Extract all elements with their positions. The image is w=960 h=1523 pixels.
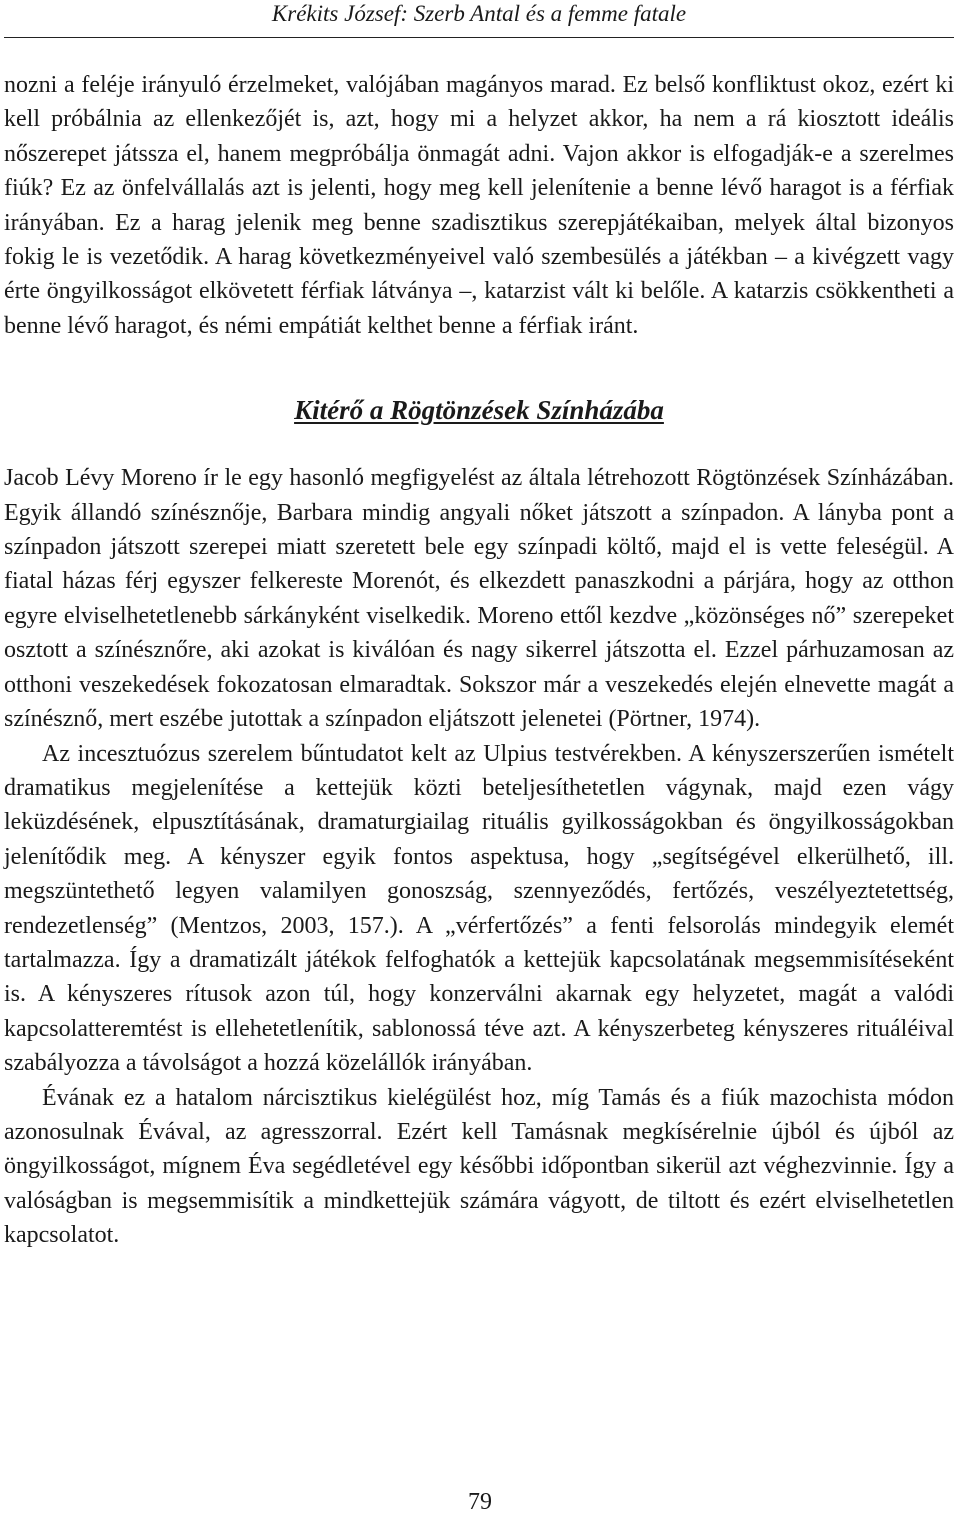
body-text	[4, 68, 954, 1253]
section-title: Kitérő a Rögtönzések Színházába	[294, 395, 664, 426]
paragraph: nozni a feléje irányuló érzelmeket, valójában magányos marad. Ez belső konfliktust okoz, ezért ki kell próbálnia az ellenkezőjét is, azt, hogy mi a helyzet akkor, ha nem a rá kiosztott ideális nőszerepet játssza el, hanem megpróbálja önmagát adni. Vajon akkor is elfogadják-e a szerelmes fiúk? Ez az önfelvállalás azt is jelenti, hogy meg kell jelenítenie a benne lévő haragot is a férfiak irányában. Ez a harag jelenik meg benne szadisztikus szerepjátékaiban, melyek által bizonyos fokig le is vezetődik. A harag következményeivel való szembesülés a játékban – a kivégzett vagy érte öngyilkosságot elkövetett férfiak látványa –, katarzist vált ki belőle. A katarzis csökkentheti a benne lévő haragot, és némi empátiát kelthet benne a férfiak iránt.	[4, 72, 954, 339]
paragraph: Az incesztuózus szerelem bűntudatot kelt az Ulpius testvérekben. A kényszerszerűen ismételt dramatikus megjelenítése a kettejük közti beteljesíthetetlen vágynak, majd ezen vágy leküzdésének, elpusztításának, dramaturgiailag rituális gyilkosságokban és öngyilkosságokban jelenítődik meg. A kényszer egyik fontos aspektusa, hogy „segítségével elkerülhető, ill. megszüntethető legyen valamilyen gonoszság, szennyeződés, fertőzés, veszélyeztetettség, rendezetlenség” (Mentzos, 2003, 157.). A „vérfertőzés” a fenti felsorolás mindegyik elemét tartalmazza. Így a dramatizált játékok felfoghatók a kettejük kapcsolatának megsemmisítéseként is. A kényszeres rítusok azon túl, hogy konzerválni akarnak egy helyzetet, magát a valódi kapcsolatteremtést is ellehetetlenítik, sablonossá téve azt. A kényszerbeteg kényszeres rituáléival szabályozza a távolságot a hozzá közelállók irányában.	[4, 740, 954, 1077]
page-number: 79	[468, 1489, 492, 1515]
running-header: Krékits József: Szerb Antal és a femme fatale	[271, 1, 687, 26]
paragraph: Jacob Lévy Moreno ír le egy hasonló megfigyelést az általa létrehozott Rögtönzések Színházában. Egyik állandó színésznője, Barbara mindig angyali nőket játszott a színpadon. A lányba pont a színpadon játszott szerepei miatt szeretett bele egy színpadi költő, majd el is vette feleségül. A fiatal házas férj egyszer felkereste Morenót, és elkezdett panaszkodni a párjára, hogy az otthon egyre elviselhetetlenebb sárkányként viselkedik. Moreno ettől kezdve „közönséges nő” szerepeket osztott a színésznőre, aki azokat is kiválóan és nagy sikerrel játszotta el. Ezzel párhuzamosan az otthoni veszekedések fokozatosan elmaradtak. Sokszor már a veszekedés elején elnevette magát a színésznő, mert eszébe jutottak a színpadon eljátszott jelenetei (Pörtner, 1974).	[4, 465, 954, 733]
header-rule	[4, 37, 954, 38]
paragraph: Évának ez a hatalom nárcisztikus kielégülést hoz, míg Tamás és a fiúk mazochista módon azonosulnak Évával, az agresszorral. Ezért kell Tamásnak megkísérelnie újból és újból az öngyilkosságot, mígnem Éva segédletével egy későbbi időpontban sikerül azt véghezvinnie. Így a valóságban is megsemmisítik a mindkettejük számára vágyott, de tiltott és ezért elviselhetetlen kapcsolatot.	[4, 1084, 954, 1249]
